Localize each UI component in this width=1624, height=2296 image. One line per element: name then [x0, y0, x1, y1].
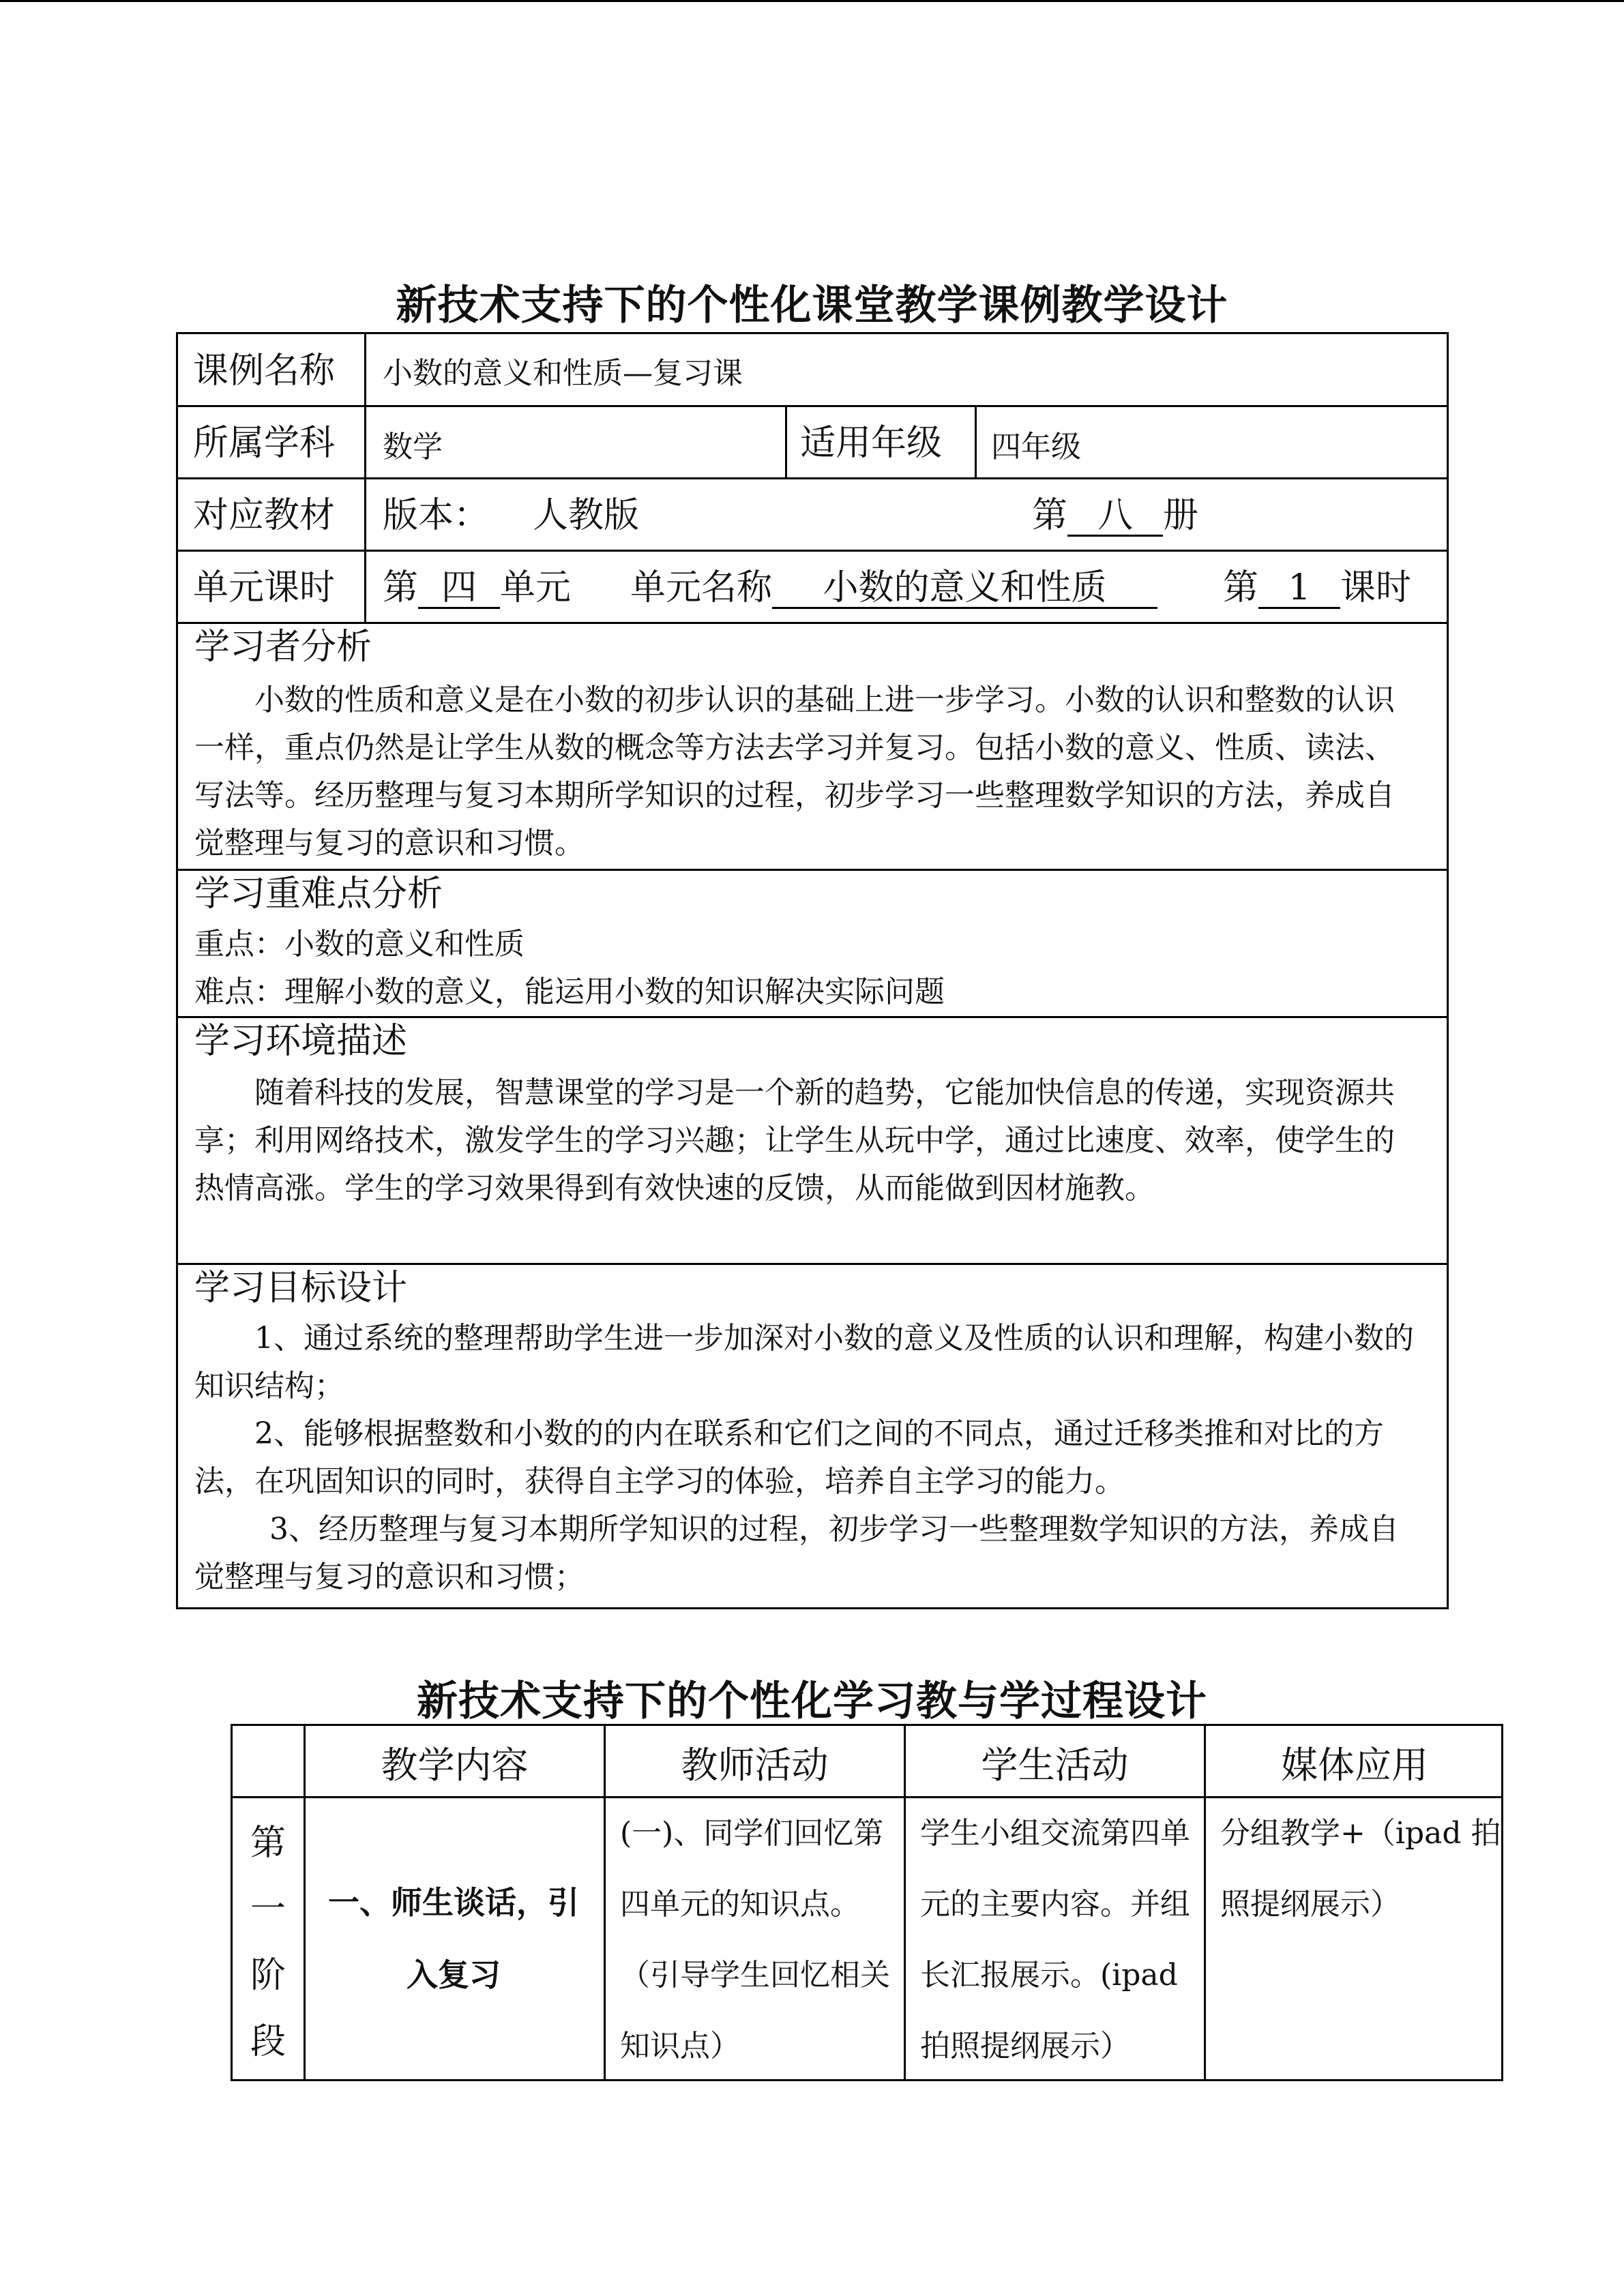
grade-value: 四年级	[991, 430, 1081, 464]
period-value: 1	[1258, 569, 1340, 609]
header-student: 学生活动	[981, 1743, 1129, 1787]
unit-number-value: 四	[418, 569, 500, 609]
unit-period-label: 单元课时	[193, 567, 336, 608]
volume-field: 第 八 册	[1032, 495, 1199, 536]
subject-value: 数学	[383, 430, 443, 464]
learner-analysis-text: 小数的性质和意义是在小数的初步认识的基础上进一步学习。小数的认识和整数的认识一样，重点仍然是让学生从数的概念等方法去学习并复习。包括小数的意义、性质、读法、写法等。经历整理与复习本期所学知识的过程，初步学习一些整理数学知识的方法，养成自觉整理与复习的意识和习惯。	[194, 683, 1395, 861]
edition-label: 版本：	[383, 495, 490, 536]
teaching-content: 一、师生谈话，引 入复习	[328, 1884, 579, 1993]
objective-item: 1、通过系统的整理帮助学生进一步加深对小数的意义及性质的认识和理解，构建小数的知识结构；	[194, 1321, 1414, 1403]
environment-heading: 学习环境描述	[194, 1021, 408, 1062]
teacher-activity: (一)、同学们回忆第 四单元的知识点。 （引导学生回忆相关 知识点）	[620, 1816, 890, 2063]
process-title: 新技术支持下的个性化学习教与学过程设计	[417, 1678, 1207, 1725]
textbook-label: 对应教材	[193, 495, 336, 536]
student-activity: 学生小组交流第四单 元的主要内容。并组 长汇报展示。(ipad 拍照提纲展示）	[920, 1816, 1190, 2063]
objectives-heading: 学习目标设计	[194, 1268, 408, 1309]
subject-label: 所属学科	[193, 423, 336, 464]
stage-label: 第 一 阶 段	[250, 1823, 286, 2062]
objective-item: 2、能够根据整数和小数的的内在联系和它们之间的不同点，通过迁移类推和对比的方法，在巩固知识的同时，获得自主学习的体验，培养自主学习的能力。	[194, 1416, 1384, 1499]
edition-value: 人教版	[533, 495, 640, 536]
volume-value: 八	[1067, 496, 1163, 537]
lesson-name-label: 课例名称	[193, 351, 336, 391]
header-content: 教学内容	[381, 1743, 529, 1787]
learner-analysis-heading: 学习者分析	[194, 627, 372, 668]
unit-name-value: 小数的意义和性质	[772, 569, 1157, 609]
period-field: 第 1 课时	[1223, 567, 1412, 608]
environment-text: 随着科技的发展，智慧课堂的学习是一个新的趋势，它能加快信息的传递，实现资源共享；利用网络技术，激发学生的学习兴趣；让学生从玩中学，通过比速度、效率，使学生的热情高涨。学生的学习效果得到有效快速的反馈，从而能做到因材施教。	[194, 1075, 1395, 1206]
unit-name-field: 单元名称 小数的意义和性质	[630, 567, 1157, 609]
key-point: 重点：小数的意义和性质	[194, 927, 525, 961]
header-media: 媒体应用	[1281, 1743, 1428, 1787]
page-title: 新技术支持下的个性化课堂教学课例教学设计	[396, 282, 1228, 329]
grade-label: 适用年级	[800, 423, 943, 464]
header-teacher: 教师活动	[681, 1743, 829, 1787]
objectives-list	[194, 1315, 1419, 1601]
media-application: 分组教学+（ipad 拍 照提纲展示）	[1220, 1816, 1501, 1922]
lesson-design-table	[176, 332, 1449, 1609]
keypoints-heading: 学习重难点分析	[194, 874, 443, 914]
objective-item: 3、经历整理与复习本期所学知识的过程，初步学习一些整理数学知识的方法，养成自觉整理与复习的意识和习惯；	[194, 1512, 1399, 1594]
keypoints-text	[194, 921, 1419, 1016]
difficult-point: 难点：理解小数的意义，能运用小数的知识解决实际问题	[194, 974, 945, 1009]
process-table	[231, 1724, 1503, 2081]
lesson-name-value: 小数的意义和性质—复习课	[383, 356, 743, 391]
page-top-border	[0, 0, 1624, 2]
unit-number-field: 第 四 单元	[383, 567, 572, 608]
